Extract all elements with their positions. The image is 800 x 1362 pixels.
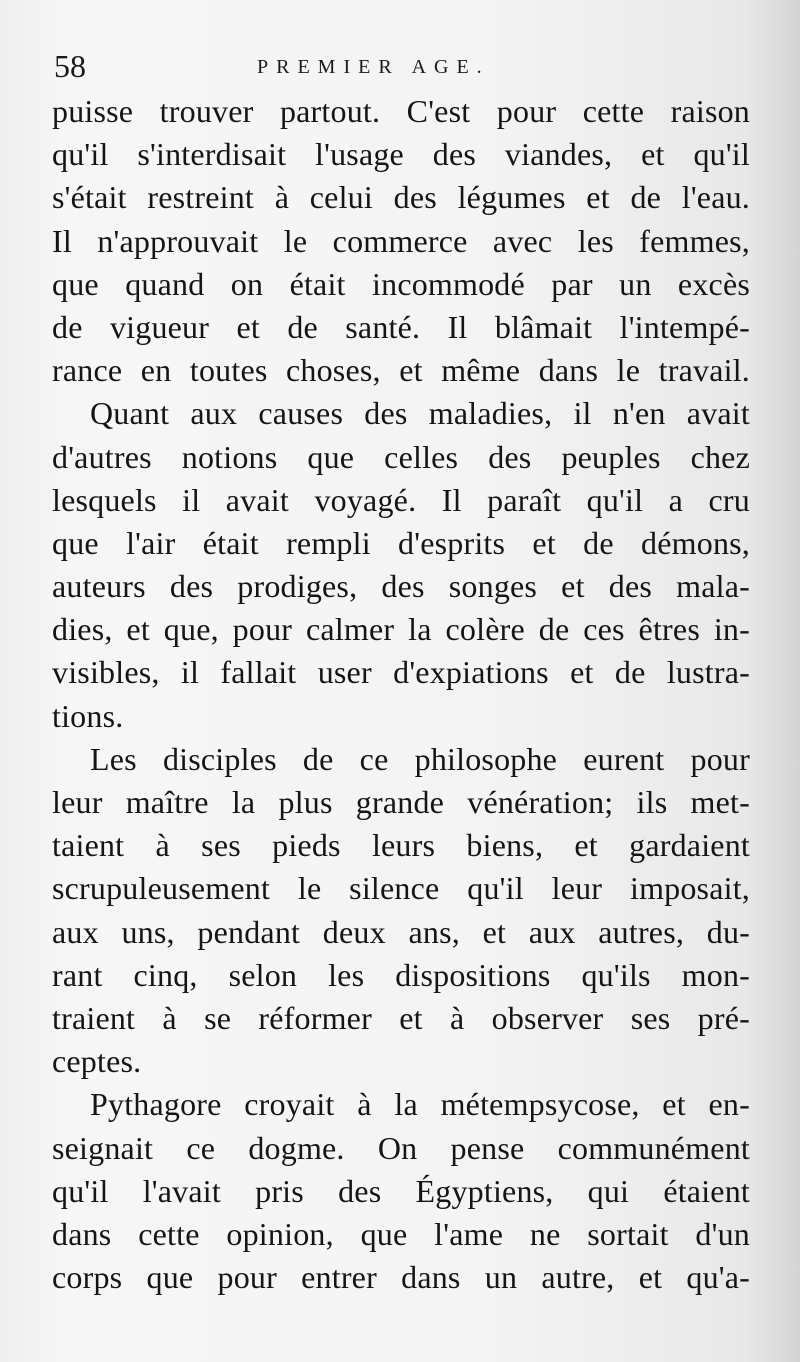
text-line: lesquels il avait voyagé. Il paraît qu'il a cru xyxy=(52,481,750,518)
text-line: traient à se réformer et à observer ses pré- xyxy=(52,999,750,1036)
text-line: taient à ses pieds leurs biens, et gardaient xyxy=(52,827,750,864)
text-line: qu'il l'avait pris des Égyptiens, qui étaient xyxy=(52,1172,750,1209)
text-line: Pythagore croyait à la métempsycose, et en- xyxy=(90,1086,750,1123)
text-line: rant cinq, selon les dispositions qu'ils mon- xyxy=(52,956,750,993)
text-line: ceptes. xyxy=(52,1043,142,1080)
text-line: qu'il s'interdisait l'usage des viandes, et qu'il xyxy=(52,136,750,173)
page-number: 58 xyxy=(54,48,86,84)
text-line: leur maître la plus grande vénération; ils met- xyxy=(52,784,750,820)
text-line: que quand on était incommodé par un excès xyxy=(52,265,750,302)
text-line: auteurs des prodiges, des songes et des mala- xyxy=(52,568,750,605)
text-line: tions. xyxy=(52,697,124,734)
running-head: PREMIER AGE. xyxy=(257,56,490,78)
page-header xyxy=(52,46,752,86)
text-line: scrupuleusement le silence qu'il leur imposait, xyxy=(52,870,750,907)
text-line: Les disciples de ce philosophe eurent pour xyxy=(90,740,750,777)
text-line: Il n'approuvait le commerce avec les femmes, xyxy=(52,222,750,259)
text-line: aux uns, pendant deux ans, et aux autres, du- xyxy=(52,913,750,950)
text-line: s'était restreint à celui des légumes et de l'eau. xyxy=(52,179,750,216)
text-line: que l'air était rempli d'esprits et de démons, xyxy=(52,524,750,561)
text-line: de vigueur et de santé. Il blâmait l'intempé- xyxy=(52,308,750,345)
text-line: rance en toutes choses, et même dans le travail. xyxy=(52,352,750,389)
text-line: d'autres notions que celles des peuples chez xyxy=(52,438,750,475)
text-line: puisse trouver partout. C'est pour cette raison xyxy=(52,93,750,129)
body-text xyxy=(52,90,750,1299)
text-line: dies, et que, pour calmer la colère de ces êtres in- xyxy=(52,611,750,648)
text-line: Quant aux causes des maladies, il n'en avait xyxy=(90,395,750,432)
text-line: seignait ce dogme. On pense communément xyxy=(52,1129,750,1166)
text-line: dans cette opinion, que l'ame ne sortait d'un xyxy=(52,1215,750,1252)
text-line: visibles, il fallait user d'expiations et de lustra- xyxy=(52,654,750,691)
text-line: corps que pour entrer dans un autre, et qu'a- xyxy=(52,1259,750,1296)
